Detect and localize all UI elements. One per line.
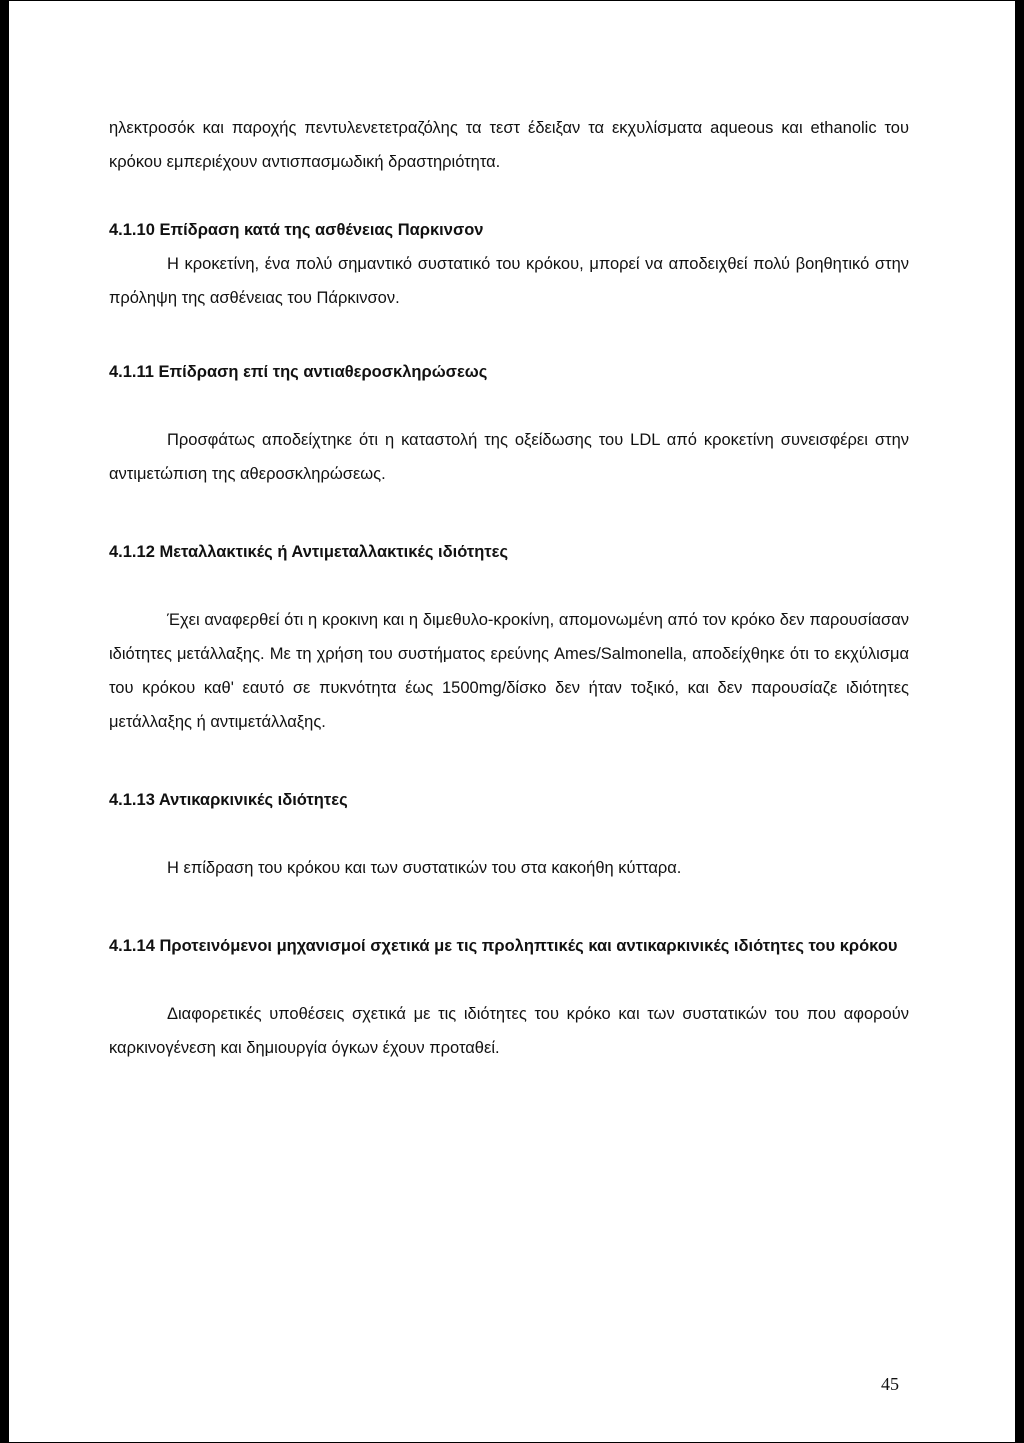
section-heading-4-1-13: 4.1.13 Αντικαρκινικές ιδιότητες: [109, 791, 348, 809]
section-body-4-1-12: Έχει αναφερθεί ότι η κροκινη και η διμεθυλο-κροκίνη, απομονωμένη από τον κρόκο δεν παρουσίασαν ιδιότητες μετάλλαξης. Με τη χρήση του συστήματος ερεύνης Ames/Salmonella, αποδείχθηκε ότι το εκχύλισμα του κρόκου καθ' εαυτό σε πυκνότητα έως 1500mg/δίσκο δεν ήταν τοξικό, και δεν παρουσίαζε ιδιότητες μετάλλαξης ή αντιμετάλλαξης.: [109, 611, 909, 731]
spacer: [109, 817, 909, 851]
section-heading-4-1-14: 4.1.14 Προτεινόμενοι μηχανισμοί σχετικά με τις προληπτικές και αντικαρκινικές ιδιότητες του κρόκου: [109, 937, 898, 955]
spacer: [109, 179, 909, 213]
spacer: [109, 315, 909, 355]
section-body-4-1-14: Διαφορετικές υποθέσεις σχετικά με τις ιδιότητες του κρόκο και των συστατικών του που αφορούν καρκινογένεση και δημιουργία όγκων έχουν προταθεί.: [109, 1005, 909, 1057]
page-number: 45: [881, 1374, 899, 1394]
spacer: [109, 389, 909, 423]
spacer: [109, 885, 909, 929]
document-page: [9, 1, 1015, 1442]
spacer: [109, 569, 909, 603]
section-heading-4-1-10: 4.1.10 Επίδραση κατά της ασθένειας Παρκινσον: [109, 221, 484, 239]
page-content: [109, 111, 909, 1065]
intro-paragraph: ηλεκτροσόκ και παροχής πεντυλενετετραζόλης τα τεστ έδειξαν τα εκχυλίσματα aqueous και ethanolic του κρόκου εμπεριέχουν αντισπασμωδική δραστηριότητα.: [109, 119, 909, 171]
spacer: [109, 491, 909, 535]
spacer: [109, 739, 909, 783]
section-body-4-1-13: Η επίδραση του κρόκου και των συστατικών του στα κακοήθη κύτταρα.: [167, 859, 682, 877]
section-heading-4-1-11: 4.1.11 Επίδραση επί της αντιαθεροσκληρώσεως: [109, 363, 488, 381]
spacer: [109, 963, 909, 997]
section-body-4-1-11: Προσφάτως αποδείχτηκε ότι η καταστολή της οξείδωσης του LDL από κροκετίνη συνεισφέρει στην αντιμετώπιση της αθεροσκληρώσεως.: [109, 431, 909, 483]
section-heading-4-1-12: 4.1.12 Μεταλλακτικές ή Αντιμεταλλακτικές ιδιότητες: [109, 543, 509, 561]
section-body-4-1-10: Η κροκετίνη, ένα πολύ σημαντικό συστατικό του κρόκου, μπορεί να αποδειχθεί πολύ βοηθητικό στην πρόληψη της ασθένειας του Πάρκινσον.: [109, 255, 909, 307]
